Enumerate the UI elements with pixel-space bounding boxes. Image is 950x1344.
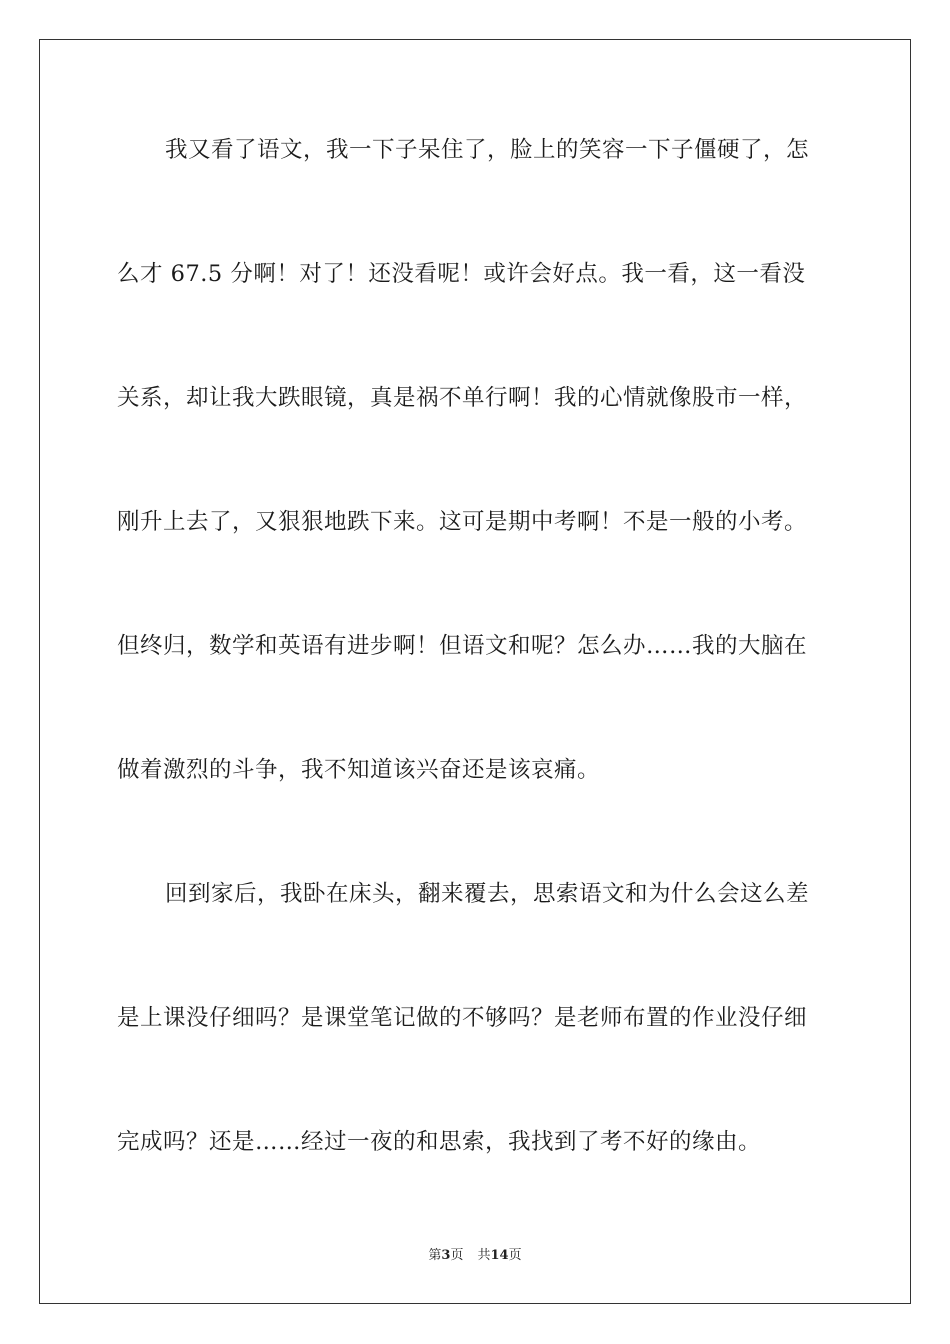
paragraph-1-line-2: 么才 67.5 分啊！对了！还没看呢！或许会好点。我一看，这一看没	[117, 261, 806, 287]
paragraph-1-line-6: 做着激烈的斗争，我不知道该兴奋还是该哀痛。	[117, 757, 601, 783]
paragraph-2-line-1: 回到家后，我卧在床头，翻来覆去，思索语文和为什么会这么差	[165, 881, 810, 907]
page-border	[39, 39, 911, 1304]
total-suffix: 页	[508, 1248, 522, 1263]
paragraph-2-line-3: 完成吗？还是……经过一夜的和思索，我找到了考不好的缘由。	[117, 1129, 762, 1155]
page-footer	[0, 1247, 950, 1265]
page-total: 14	[490, 1248, 509, 1263]
paragraph-2-line-2: 是上课没仔细吗？是课堂笔记做的不够吗？是老师布置的作业没仔细	[117, 1005, 808, 1031]
page-prefix: 第	[428, 1248, 442, 1263]
paragraph-1-line-4: 刚升上去了，又狠狠地跌下来。这可是期中考啊！不是一般的小考。	[117, 509, 808, 535]
page-suffix: 页	[450, 1248, 464, 1263]
paragraph-1-line-1: 我又看了语文，我一下子呆住了，脸上的笑容一下子僵硬了，怎	[165, 137, 810, 163]
paragraph-1-line-3: 关系，却让我大跌眼镜，真是祸不单行啊！我的心情就像股市一样，	[117, 385, 808, 411]
page-current: 3	[441, 1248, 451, 1263]
total-prefix: 共	[477, 1248, 491, 1263]
paragraph-1-line-5: 但终归，数学和英语有进步啊！但语文和呢？怎么办……我的大脑在	[117, 633, 808, 659]
